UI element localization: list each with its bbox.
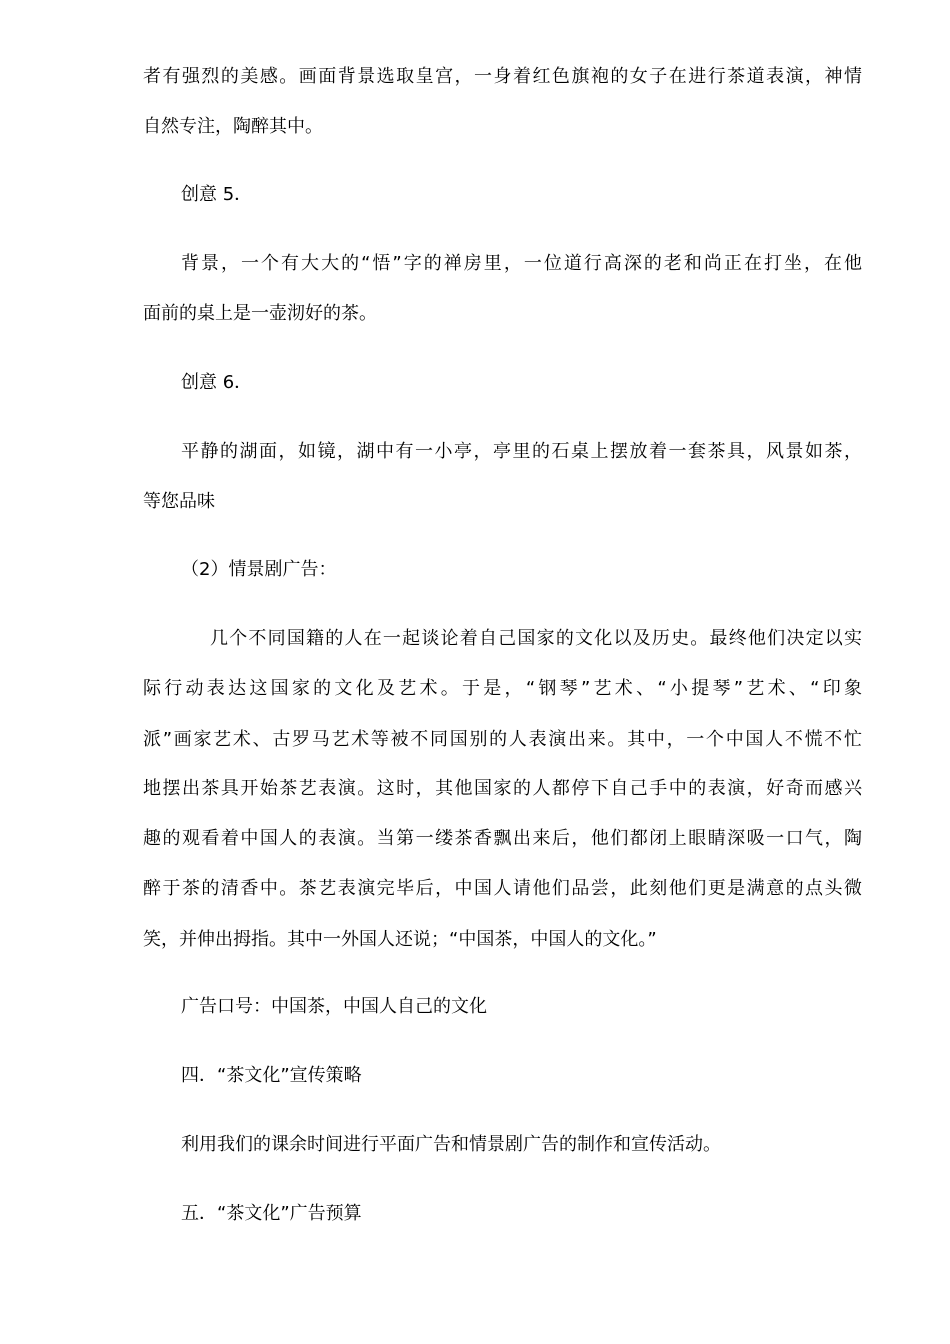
section-heading: （2）情景剧广告： (181, 559, 337, 580)
paragraph-line: 派”画家艺术、古罗马艺术等被不同国别的人表演出来。其中，一个中国人不慌不忙 (143, 729, 862, 750)
paragraph-line: 者有强烈的美感。画面背景选取皇宫，一身着红色旗袍的女子在进行茶道表演，神情 (143, 66, 862, 87)
paragraph-line: 地摆出茶具开始茶艺表演。这时，其他国家的人都停下自己手中的表演，好奇而感兴 (143, 778, 862, 799)
section-heading: 创意 5． (181, 184, 253, 205)
paragraph-line: 几个不同国籍的人在一起谈论着自己国家的文化以及历史。最终他们决定以实 (210, 628, 862, 649)
ad-slogan: 广告口号：中国茶，中国人自己的文化 (181, 996, 487, 1017)
paragraph-line: 自然专注，陶醉其中。 (143, 116, 323, 137)
paragraph-line: 际行动表达这国家的文化及艺术。于是，“钢琴”艺术、“小提琴”艺术、“印象 (143, 678, 862, 699)
section-heading: 四．“茶文化”宣传策略 (181, 1065, 362, 1086)
paragraph-line: 等您品味 (143, 491, 215, 512)
paragraph-line: 背景，一个有大大的“悟”字的禅房里，一位道行高深的老和尚正在打坐，在他 (181, 253, 862, 274)
paragraph-line: 笑，并伸出拇指。其中一外国人还说；“中国茶，中国人的文化。” (143, 929, 657, 950)
section-heading: 五．“茶文化”广告预算 (181, 1203, 362, 1224)
paragraph-line: 面前的桌上是一壶沏好的茶。 (143, 303, 377, 324)
paragraph-line: 平静的湖面，如镜，湖中有一小亭，亭里的石桌上摆放着一套茶具，风景如茶， (181, 441, 862, 462)
paragraph-line: 利用我们的课余时间进行平面广告和情景剧广告的制作和宣传活动。 (181, 1134, 721, 1155)
paragraph-line: 醉于茶的清香中。茶艺表演完毕后，中国人请他们品尝，此刻他们更是满意的点头微 (143, 878, 862, 899)
section-heading: 创意 6． (181, 372, 253, 393)
paragraph-line: 趣的观看着中国人的表演。当第一缕茶香飘出来后，他们都闭上眼睛深吸一口气，陶 (143, 828, 862, 849)
